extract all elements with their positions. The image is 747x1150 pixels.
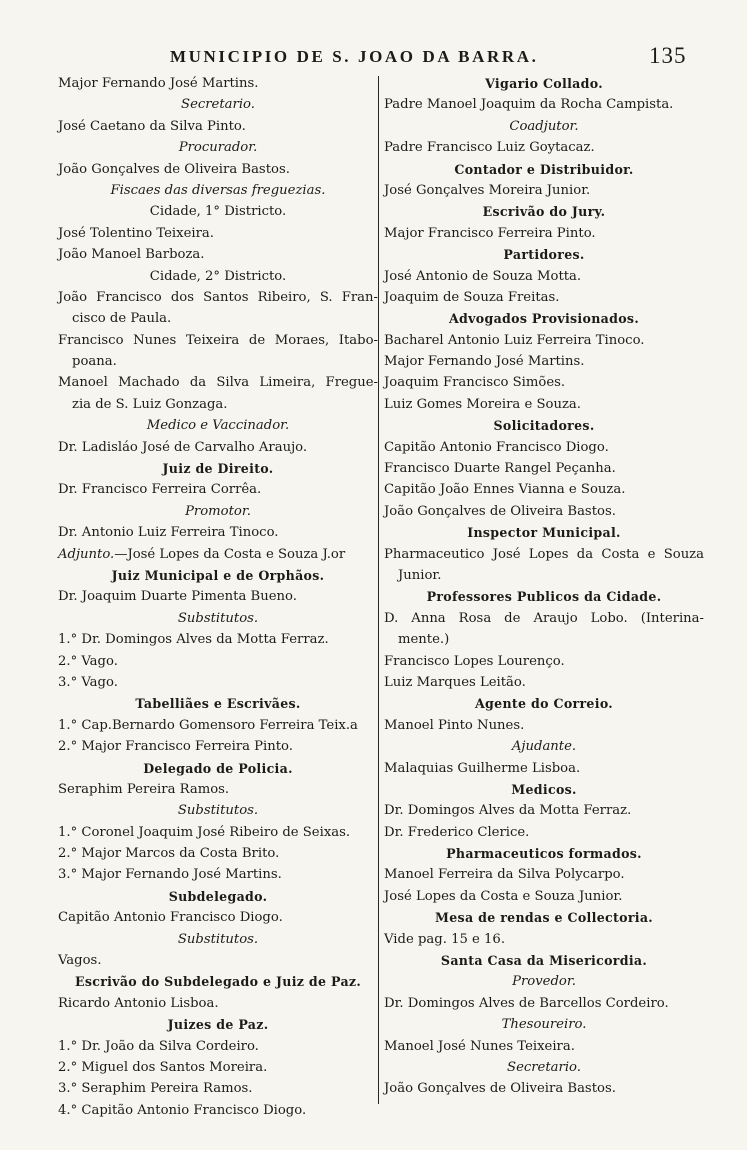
entry-line: Francisco Duarte Rangel Peçanha. [384, 461, 616, 477]
entry-line: Dr. Domingos Alves da Motta Ferraz. [384, 803, 632, 819]
entry-line: 3.° Major Fernando José Martins. [58, 867, 282, 883]
entry-line: 1.° Dr. Domingos Alves da Motta Ferraz. [58, 632, 329, 648]
office-subheading: Ajudante. [511, 739, 577, 755]
entry-line-continued: Junior. [398, 567, 442, 583]
office-subheading: Substitutos. [177, 803, 259, 819]
section-heading: Solicitadores. [493, 418, 595, 434]
section-heading: Advogados Provisionados. [448, 311, 640, 327]
entry-line: Malaquias Guilherme Lisboa. [384, 760, 581, 776]
entry-line: João Francisco dos Santos Ribeiro, S. Fran- [58, 289, 378, 305]
entry-line: Major Fernando José Martins. [58, 76, 259, 91]
entry-line-continued: zia de S. Luiz Gonzaga. [72, 396, 228, 412]
entry-line: João Gonçalves de Oliveira Bastos. [384, 1081, 616, 1097]
entry-line: Capitão Antonio Francisco Diogo. [58, 910, 283, 926]
entry-line: Dr. Domingos Alves de Barcellos Cordeiro. [384, 995, 669, 1011]
entry-line: 1.° Coronel Joaquim José Ribeiro de Seixas. [58, 824, 351, 840]
entry-line: Pharmaceutico José Lopes da Costa e Souza [384, 546, 704, 562]
column-rule [378, 76, 379, 1104]
district-heading: Cidade, 2° Districto. [149, 268, 287, 284]
section-heading: Santa Casa da Misericordia. [440, 953, 648, 969]
section-heading: Inspector Municipal. [467, 525, 621, 541]
entry-line: Manoel Machado da Silva Limeira, Fregue- [58, 375, 378, 391]
section-heading: Mesa de rendas e Collectoria. [435, 910, 653, 926]
entry-line: Dr. Frederico Clerice. [384, 824, 530, 840]
entry-line: Padre Manoel Joaquim da Rocha Campista. [384, 97, 674, 113]
entry-line: 2.° Miguel dos Santos Moreira. [58, 1059, 268, 1075]
entry-line: 4.° Capitão Antonio Francisco Diogo. [58, 1102, 307, 1118]
section-heading: Escrivão do Subdelegado e Juiz de Paz. [74, 974, 362, 990]
office-subheading: Coadjutor. [509, 118, 579, 134]
entry-line: Dr. Joaquim Duarte Pimenta Bueno. [58, 589, 297, 605]
right-column [384, 73, 704, 1100]
entry-line: Dr. Francisco Ferreira Corrêa. [58, 482, 262, 498]
office-subheading: Procurador. [178, 140, 258, 156]
entry-line: Luiz Gomes Moreira e Souza. [384, 396, 581, 412]
office-subheading: Secretario. [507, 1059, 581, 1075]
entry-line-continued: poana. [72, 354, 117, 370]
entry-line: José Caetano da Silva Pinto. [58, 118, 246, 134]
section-heading: Partidores. [503, 247, 585, 263]
entry-line: Major Francisco Ferreira Pinto. [384, 225, 596, 241]
entry-line: João Gonçalves de Oliveira Bastos. [384, 503, 616, 519]
adjunto-name: —José Lopes da Costa e Souza J.or [114, 546, 346, 562]
section-heading: Tabelliães e Escrivães. [135, 696, 301, 712]
section-heading: Contador e Distribuidor. [454, 161, 634, 177]
entry-line: Dr. Ladisláo José de Carvalho Araujo. [58, 439, 308, 455]
section-heading: Subdelegado. [168, 888, 268, 904]
section-heading: Agente do Correio. [474, 696, 613, 712]
entry-line: José Tolentino Teixeira. [58, 225, 214, 241]
entry-line: Manoel Ferreira da Silva Polycarpo. [384, 867, 625, 883]
office-subheading: Fiscaes das diversas freguezias. [110, 182, 326, 198]
entry-line: Capitão Antonio Francisco Diogo. [384, 439, 609, 455]
entry-line: Francisco Nunes Teixeira de Moraes, Itabo- [58, 332, 378, 348]
entry-line: D. Anna Rosa de Araujo Lobo. (Interina- [384, 610, 704, 626]
entry-line-continued: cisco de Paula. [72, 311, 172, 327]
entry-line: Joaquim Francisco Simões. [384, 375, 566, 391]
office-subheading: Medico e Vaccinador. [146, 418, 290, 434]
entry-line: João Gonçalves de Oliveira Bastos. [58, 161, 290, 177]
entry-line: Luiz Marques Leitão. [384, 674, 526, 690]
entry-line: 2.° Major Francisco Ferreira Pinto. [58, 739, 293, 755]
section-heading: Juiz Municipal e de Orphãos. [111, 567, 325, 583]
entry-line: Dr. Antonio Luiz Ferreira Tinoco. [58, 525, 279, 541]
section-heading: Vigario Collado. [485, 76, 603, 91]
entry-line: Manoel José Nunes Teixeira. [384, 1038, 575, 1054]
entry-line: 1.° Cap.Bernardo Gomensoro Ferreira Teix.a [58, 717, 358, 733]
running-title: MUNICIPIO DE S. JOAO DA BARRA. [170, 47, 539, 66]
entry-line: 3.° Seraphim Pereira Ramos. [58, 1081, 253, 1097]
entry-line: Joaquim de Souza Freitas. [384, 289, 560, 305]
page-number: 135 [649, 43, 687, 68]
entry-line: Seraphim Pereira Ramos. [58, 781, 230, 797]
entry-line-continued: mente.) [398, 632, 450, 648]
entry-line: Major Fernando José Martins. [384, 354, 585, 370]
entry-line: Vagos. [58, 953, 102, 969]
entry-line: José Antonio de Souza Motta. [384, 268, 582, 284]
office-subheading: Substitutos. [177, 610, 259, 626]
office-subheading: Thesoureiro. [501, 1017, 587, 1033]
entry-line: Francisco Lopes Lourenço. [384, 653, 565, 669]
entry-line: João Manoel Barboza. [58, 247, 205, 263]
entry-line [58, 544, 378, 565]
left-column [58, 73, 378, 1121]
entry-line: José Gonçalves Moreira Junior. [384, 182, 591, 198]
district-heading: Cidade, 1° Districto. [149, 204, 287, 220]
section-heading: Pharmaceuticos formados. [446, 846, 642, 862]
entry-line: 3.° Vago. [58, 674, 118, 690]
section-heading: Professores Publicos da Cidade. [426, 589, 662, 605]
entry-line: José Lopes da Costa e Souza Junior. [384, 888, 623, 904]
entry-line: Capitão João Ennes Vianna e Souza. [384, 482, 626, 498]
section-heading: Medicos. [511, 781, 577, 797]
section-heading: Juiz de Direito. [162, 461, 274, 477]
office-subheading: Substitutos. [177, 931, 259, 947]
entry-line: Vide pag. 15 e 16. [384, 931, 506, 947]
office-subheading: Promotor. [185, 503, 251, 519]
entry-line: 1.° Dr. João da Silva Cordeiro. [58, 1038, 259, 1054]
entry-line: 2.° Major Marcos da Costa Brito. [58, 846, 280, 862]
office-subheading: Secretario. [181, 97, 255, 113]
entry-line: Bacharel Antonio Luiz Ferreira Tinoco. [384, 332, 645, 348]
page-header [0, 43, 747, 73]
entry-line: Ricardo Antonio Lisboa. [58, 995, 219, 1011]
section-heading: Delegado de Policia. [143, 760, 293, 776]
section-heading: Escrivão do Jury. [482, 204, 606, 220]
entry-line: Padre Francisco Luiz Goytacaz. [384, 140, 595, 156]
entry-line: 2.° Vago. [58, 653, 118, 669]
office-subheading: Provedor. [512, 974, 576, 990]
adjunto-label: Adjunto. [58, 546, 115, 562]
entry-line: Manoel Pinto Nunes. [384, 717, 525, 733]
section-heading: Juizes de Paz. [167, 1017, 269, 1033]
